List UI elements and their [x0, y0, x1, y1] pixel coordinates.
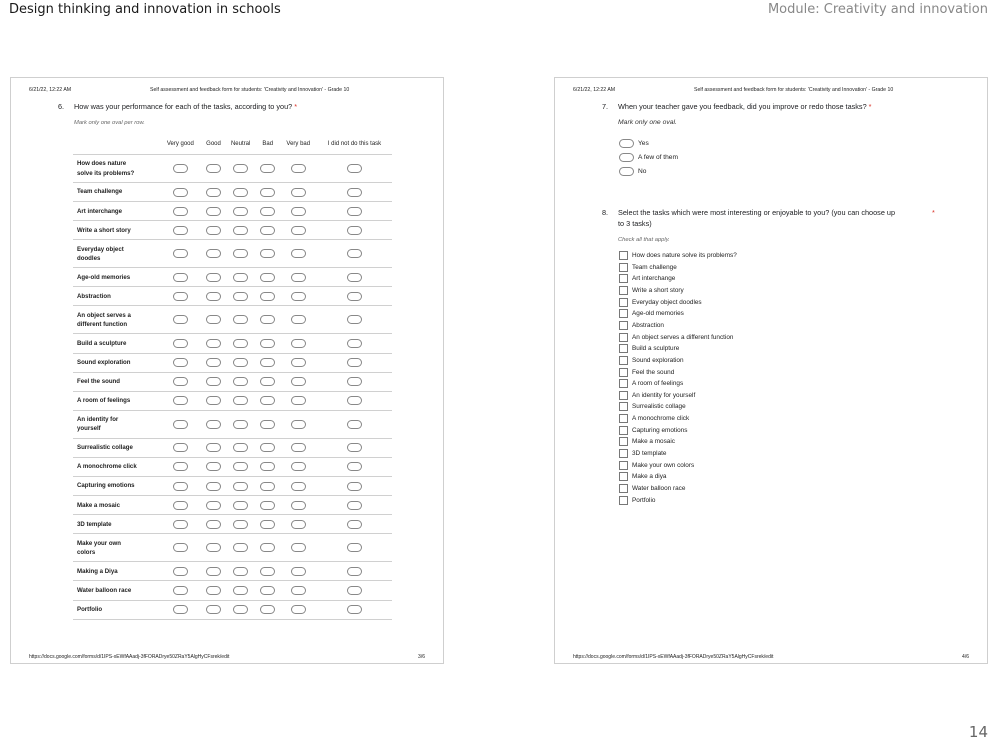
slide-number: 14 [968, 723, 988, 741]
row-label: Write a short story [73, 221, 159, 240]
row-label: Capturing emotions [73, 477, 159, 496]
row-label: Sound exploration [73, 353, 159, 372]
radio-oval[interactable] [347, 292, 362, 301]
radio-oval[interactable] [206, 396, 221, 405]
radio-oval[interactable] [260, 377, 275, 386]
radio-option[interactable] [619, 152, 678, 162]
radio-oval[interactable] [347, 605, 362, 614]
radio-oval[interactable] [173, 567, 188, 576]
radio-oval[interactable] [233, 207, 248, 216]
row-label: An object serves a different function [73, 306, 159, 334]
radio-oval[interactable] [173, 462, 188, 471]
grid-row [73, 391, 392, 410]
radio-oval[interactable] [206, 501, 221, 510]
checkbox-option[interactable] [619, 413, 689, 424]
radio-oval[interactable] [291, 188, 306, 197]
radio-oval[interactable] [233, 605, 248, 614]
question-text: When your teacher gave you feedback, did you improve or redo those tasks? [618, 102, 867, 111]
row-label: Age-old memories [73, 268, 159, 287]
option-label: Sound exploration [632, 356, 684, 364]
radio-oval[interactable] [291, 273, 306, 282]
radio-oval[interactable] [206, 462, 221, 471]
checkbox[interactable] [619, 484, 628, 493]
radio-oval[interactable] [173, 396, 188, 405]
radio-oval[interactable] [206, 567, 221, 576]
grid-row [73, 600, 392, 619]
column-header: Neutral [230, 140, 251, 147]
radio-oval[interactable] [260, 605, 275, 614]
radio-oval[interactable] [260, 292, 275, 301]
column-header: Very bad [286, 140, 311, 147]
radio-oval[interactable] [347, 207, 362, 216]
grid-row [73, 240, 392, 268]
radio-oval[interactable] [291, 249, 306, 258]
grid-row [73, 334, 392, 353]
radio-oval[interactable] [619, 139, 634, 148]
print-date: 6/21/22, 12:22 AM [573, 87, 616, 93]
option-label: Team challenge [632, 263, 677, 271]
radio-oval[interactable] [206, 443, 221, 452]
radio-oval[interactable] [206, 207, 221, 216]
row-label: An identity for yourself [73, 410, 159, 438]
option-label: Make your own colors [632, 461, 695, 469]
radio-oval[interactable] [260, 586, 275, 595]
radio-oval[interactable] [347, 249, 362, 258]
radio-oval[interactable] [173, 339, 188, 348]
radio-oval[interactable] [233, 543, 248, 552]
checkbox-option[interactable] [619, 262, 677, 273]
checkbox[interactable] [619, 402, 628, 411]
checkbox-option[interactable] [619, 285, 684, 296]
checkbox-option[interactable] [619, 273, 675, 284]
row-label: Abstraction [73, 287, 159, 306]
radio-oval[interactable] [206, 358, 221, 367]
grid-row [73, 202, 392, 221]
option-label: Capturing emotions [632, 426, 688, 434]
form-title: Self assessment and feedback form for students: 'Creativity and Innovation' - Grade 10 [150, 87, 350, 93]
option-label: Make a mosaic [632, 438, 675, 446]
row-label: Art interchange [73, 202, 159, 221]
option-label: Write a short story [632, 286, 684, 294]
radio-oval[interactable] [291, 164, 306, 173]
radio-oval[interactable] [206, 586, 221, 595]
checkbox-option[interactable] [619, 425, 687, 436]
grid-row [73, 496, 392, 515]
checkbox[interactable] [619, 391, 628, 400]
radio-oval[interactable] [347, 543, 362, 552]
slide-title: Design thinking and innovation in schools [9, 2, 281, 17]
radio-oval[interactable] [233, 443, 248, 452]
grid-row [73, 306, 392, 334]
row-label: Team challenge [73, 183, 159, 202]
radio-oval[interactable] [347, 482, 362, 491]
checkbox-option[interactable] [619, 495, 655, 506]
radio-oval[interactable] [206, 164, 221, 173]
checkbox-option[interactable] [619, 390, 695, 401]
radio-oval[interactable] [173, 164, 188, 173]
radio-oval[interactable] [291, 396, 306, 405]
question-hint: Check all that apply. [618, 237, 670, 243]
question-hint: Mark only one oval. [618, 119, 677, 126]
grid-row [73, 515, 392, 534]
row-label: Feel the sound [73, 372, 159, 391]
option-label: A monochrome click [632, 415, 690, 423]
radio-oval[interactable] [173, 605, 188, 614]
radio-oval[interactable] [206, 482, 221, 491]
checkbox[interactable] [619, 298, 628, 307]
radio-oval[interactable] [206, 605, 221, 614]
radio-oval[interactable] [173, 501, 188, 510]
checkbox-option[interactable] [619, 343, 679, 354]
checkbox-option[interactable] [619, 297, 702, 308]
checkbox-option[interactable] [619, 378, 683, 389]
radio-oval[interactable] [347, 567, 362, 576]
radio-oval[interactable] [173, 249, 188, 258]
radio-oval[interactable] [233, 520, 248, 529]
row-label: 3D template [73, 515, 159, 534]
radio-oval[interactable] [291, 315, 306, 324]
radio-oval[interactable] [291, 226, 306, 235]
radio-oval[interactable] [173, 586, 188, 595]
radio-oval[interactable] [173, 543, 188, 552]
row-label: Make a mosaic [73, 496, 159, 515]
radio-oval[interactable] [233, 226, 248, 235]
row-label: Everyday object doodles [73, 240, 159, 268]
radio-oval[interactable] [233, 164, 248, 173]
row-label: A room of feelings [73, 391, 159, 410]
radio-option[interactable] [619, 166, 646, 176]
radio-oval[interactable] [173, 377, 188, 386]
radio-oval[interactable] [291, 377, 306, 386]
radio-oval[interactable] [260, 315, 275, 324]
option-label: Build a sculpture [632, 345, 680, 353]
radio-oval[interactable] [260, 207, 275, 216]
checkbox[interactable] [619, 449, 628, 458]
radio-oval[interactable] [291, 482, 306, 491]
checkbox[interactable] [619, 309, 628, 318]
radio-oval[interactable] [233, 188, 248, 197]
grid-row [73, 410, 392, 438]
column-header: Very good [166, 140, 194, 147]
radio-oval[interactable] [206, 226, 221, 235]
radio-oval[interactable] [291, 543, 306, 552]
radio-oval[interactable] [233, 586, 248, 595]
checkbox[interactable] [619, 426, 628, 435]
column-header: I did not do this task [327, 140, 382, 147]
checkbox[interactable] [619, 379, 628, 388]
radio-oval[interactable] [291, 586, 306, 595]
radio-oval[interactable] [260, 482, 275, 491]
radio-oval[interactable] [206, 188, 221, 197]
radio-oval[interactable] [233, 339, 248, 348]
radio-oval[interactable] [173, 273, 188, 282]
grid-row [73, 562, 392, 581]
checkbox-option[interactable] [619, 448, 666, 459]
option-label: Everyday object doodles [632, 298, 702, 306]
row-label: Make your own colors [73, 534, 159, 562]
radio-oval[interactable] [291, 358, 306, 367]
radio-oval[interactable] [233, 420, 248, 429]
radio-oval[interactable] [347, 520, 362, 529]
grid-row [73, 477, 392, 496]
option-label: Art interchange [632, 275, 676, 283]
question-text-line-2: to 3 tasks) [618, 219, 652, 228]
module-label: Module: Creativity and innovation [767, 2, 988, 17]
grid-row [73, 438, 392, 457]
radio-oval[interactable] [233, 249, 248, 258]
form-url[interactable]: https://docs.google.com/forms/d/1IPS-xEWfAAadj-3fFORADrye50ZRaY5AlgHyCFsrek/edit [573, 654, 774, 660]
radio-oval[interactable] [260, 462, 275, 471]
checkbox-option[interactable] [619, 367, 674, 378]
radio-oval[interactable] [206, 377, 221, 386]
radio-oval[interactable] [291, 605, 306, 614]
column-header: Good [206, 140, 221, 147]
option-label: Age-old memories [632, 310, 684, 318]
radio-option[interactable] [619, 138, 649, 148]
radio-oval[interactable] [260, 420, 275, 429]
radio-oval[interactable] [206, 520, 221, 529]
page-number: 3/6 [418, 654, 425, 660]
radio-oval[interactable] [173, 188, 188, 197]
radio-oval[interactable] [173, 315, 188, 324]
grid-row [73, 287, 392, 306]
radio-oval[interactable] [233, 292, 248, 301]
radio-oval[interactable] [260, 188, 275, 197]
checkbox-option[interactable] [619, 320, 664, 331]
radio-oval[interactable] [291, 520, 306, 529]
radio-oval[interactable] [260, 226, 275, 235]
radio-oval[interactable] [291, 462, 306, 471]
row-label: Surrealistic collage [73, 438, 159, 457]
checkbox[interactable] [619, 251, 628, 260]
question-number: 6. [58, 102, 65, 111]
radio-oval[interactable] [291, 420, 306, 429]
checkbox-option[interactable] [619, 436, 675, 447]
option-label: A room of feelings [632, 380, 684, 388]
radio-oval[interactable] [206, 273, 221, 282]
radio-oval[interactable] [347, 462, 362, 471]
rating-grid [73, 134, 392, 620]
checkbox-option[interactable] [619, 460, 694, 471]
radio-oval[interactable] [260, 164, 275, 173]
radio-oval[interactable] [233, 501, 248, 510]
row-label: Making a Diya [73, 562, 159, 581]
radio-oval[interactable] [347, 339, 362, 348]
grid-row [73, 372, 392, 391]
checkbox-option[interactable] [619, 401, 686, 412]
radio-oval[interactable] [173, 420, 188, 429]
required-marker: * [932, 208, 935, 217]
row-label: How does nature solve its problems? [73, 155, 159, 183]
radio-oval[interactable] [206, 339, 221, 348]
radio-oval[interactable] [619, 153, 634, 162]
row-label: A monochrome click [73, 457, 159, 476]
checkbox[interactable] [619, 437, 628, 446]
radio-oval[interactable] [173, 207, 188, 216]
radio-oval[interactable] [291, 443, 306, 452]
question-text-line-1: Select the tasks which were most interesting or enjoyable to you? (you can choose up [618, 208, 896, 217]
row-label: Water balloon race [73, 581, 159, 600]
option-label: 3D template [632, 450, 667, 458]
checkbox[interactable] [619, 472, 628, 481]
radio-oval[interactable] [233, 377, 248, 386]
radio-oval[interactable] [173, 292, 188, 301]
radio-oval[interactable] [291, 207, 306, 216]
radio-oval[interactable] [260, 520, 275, 529]
option-label: Make a diya [632, 473, 667, 481]
radio-oval[interactable] [347, 396, 362, 405]
radio-oval[interactable] [173, 520, 188, 529]
radio-oval[interactable] [347, 443, 362, 452]
radio-oval[interactable] [347, 164, 362, 173]
question-number: 8. [602, 208, 609, 217]
radio-oval[interactable] [347, 358, 362, 367]
radio-oval[interactable] [206, 543, 221, 552]
radio-oval[interactable] [347, 226, 362, 235]
question-text: How was your performance for each of the tasks, according to you? [74, 102, 293, 111]
option-label: No [638, 167, 647, 175]
radio-oval[interactable] [206, 292, 221, 301]
checkbox[interactable] [619, 344, 628, 353]
radio-oval[interactable] [206, 315, 221, 324]
radio-oval[interactable] [233, 482, 248, 491]
option-label: A few of them [638, 153, 678, 161]
radio-oval[interactable] [233, 315, 248, 324]
radio-oval[interactable] [260, 543, 275, 552]
checkbox-option[interactable] [619, 308, 684, 319]
radio-oval[interactable] [291, 501, 306, 510]
radio-oval[interactable] [260, 249, 275, 258]
radio-oval[interactable] [260, 273, 275, 282]
form-page-4 [554, 77, 988, 664]
radio-oval[interactable] [260, 501, 275, 510]
option-label: Yes [638, 139, 649, 147]
radio-oval[interactable] [347, 377, 362, 386]
grid-row [73, 221, 392, 240]
radio-oval[interactable] [260, 339, 275, 348]
checkbox-option[interactable] [619, 483, 685, 494]
required-marker: * [868, 102, 872, 111]
checkbox-option[interactable] [619, 471, 666, 482]
radio-oval[interactable] [347, 586, 362, 595]
grid-row [73, 581, 392, 600]
option-label: An object serves a different function [632, 333, 734, 341]
form-page-3 [10, 77, 444, 664]
checkbox-option[interactable] [619, 332, 733, 343]
radio-oval[interactable] [347, 420, 362, 429]
checkbox[interactable] [619, 321, 628, 330]
checkbox[interactable] [619, 414, 628, 423]
radio-oval[interactable] [347, 273, 362, 282]
required-marker: * [294, 102, 298, 111]
checkbox[interactable] [619, 286, 628, 295]
radio-oval[interactable] [347, 501, 362, 510]
radio-oval[interactable] [347, 315, 362, 324]
radio-oval[interactable] [347, 188, 362, 197]
grid-row [73, 534, 392, 562]
option-label: Portfolio [632, 496, 656, 504]
radio-oval[interactable] [260, 443, 275, 452]
radio-oval[interactable] [260, 567, 275, 576]
row-label: Portfolio [73, 600, 159, 619]
form-url[interactable]: https://docs.google.com/forms/d/1IPS-xEWfAAadj-3fFORADrye50ZRaY5AlgHyCFsrek/edit [29, 654, 230, 660]
radio-oval[interactable] [260, 358, 275, 367]
row-label: Build a sculpture [73, 334, 159, 353]
radio-oval[interactable] [233, 567, 248, 576]
radio-oval[interactable] [619, 167, 634, 176]
radio-oval[interactable] [173, 226, 188, 235]
radio-oval[interactable] [291, 292, 306, 301]
radio-oval[interactable] [291, 339, 306, 348]
radio-oval[interactable] [233, 396, 248, 405]
page-number: 4/6 [962, 654, 969, 660]
option-label: Feel the sound [632, 368, 675, 376]
radio-oval[interactable] [291, 567, 306, 576]
grid-row [73, 353, 392, 372]
option-label: An identity for yourself [632, 391, 696, 399]
checkbox[interactable] [619, 263, 628, 272]
radio-oval[interactable] [233, 462, 248, 471]
grid-row [73, 268, 392, 287]
grid-row [73, 155, 392, 183]
radio-oval[interactable] [173, 358, 188, 367]
radio-oval[interactable] [206, 420, 221, 429]
radio-oval[interactable] [233, 358, 248, 367]
grid-row [73, 457, 392, 476]
checkbox[interactable] [619, 356, 628, 365]
checkbox-option[interactable] [619, 250, 737, 261]
checkbox-option[interactable] [619, 355, 684, 366]
question-hint: Mark only one oval per row. [74, 120, 145, 126]
radio-oval[interactable] [233, 273, 248, 282]
print-date: 6/21/22, 12:22 AM [29, 87, 72, 93]
checkbox[interactable] [619, 333, 628, 342]
option-label: How does nature solve its problems? [632, 252, 737, 259]
form-title: Self assessment and feedback form for students: 'Creativity and Innovation' - Grade 10 [694, 87, 894, 93]
question-number: 7. [602, 102, 609, 111]
radio-oval[interactable] [206, 249, 221, 258]
option-label: Abstraction [632, 321, 664, 329]
option-label: Surrealistic collage [632, 403, 686, 411]
radio-oval[interactable] [173, 443, 188, 452]
radio-oval[interactable] [173, 482, 188, 491]
checkbox[interactable] [619, 461, 628, 470]
option-label: Water balloon race [632, 485, 686, 492]
column-header: Bad [262, 140, 274, 147]
grid-row [73, 183, 392, 202]
checkbox[interactable] [619, 368, 628, 377]
radio-oval[interactable] [260, 396, 275, 405]
checkbox[interactable] [619, 496, 628, 505]
checkbox[interactable] [619, 274, 628, 283]
